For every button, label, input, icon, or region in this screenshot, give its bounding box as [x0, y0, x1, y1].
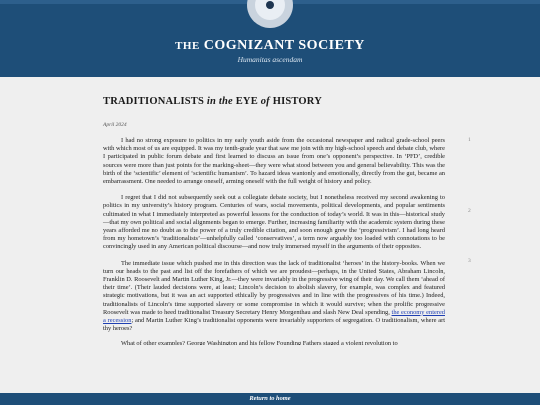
site-title-main: COGNIZANT SOCIETY: [203, 38, 365, 53]
article-title: [103, 96, 445, 107]
paragraph-number: 2: [468, 208, 471, 214]
logo-ring: [255, 0, 285, 20]
article-date: April 2024: [103, 122, 127, 128]
title-part: TRADITIONALISTS: [103, 96, 205, 107]
title-part: HISTORY: [272, 96, 322, 107]
paragraph-3-text-a: The immediate issue which pushed me in this direction was the lack of traditionalist ‘heroes’ in the history-books. When we turn our heads to the past and list off the forefathers of which we are proudest—perhaps, in the United States, Abraham Lincoln, Franklin D. Roosevelt and Martin Luther King, Jr.—they were invariably in the progressive wing of their day. We call them ‘ahead of their time’. (Their lauded decisions were, at least; Lincoln’s decision to abolish slavery, for example, was complex and featured strategic motivations, but it was an act supported ethically by progressives and in line with the progressives of his time.) Indeed, traditionalists of Lincoln’s time supported slavery or some compromise in which it would survive; when the prolific progressive Roosevelt was made to heed traditionalist Treasury Secretary Henry Morgenthau and slash New Deal spending,: [103, 259, 445, 316]
paragraph-number: 1: [468, 137, 471, 143]
article: [103, 96, 445, 345]
paragraph-3: [103, 260, 445, 334]
paragraph-number: 3: [468, 258, 471, 264]
paragraph-4-clip: [103, 333, 445, 345]
title-part: EYE: [235, 96, 258, 107]
title-part: of: [260, 96, 270, 107]
recession-link[interactable]: the economy entered a recession: [103, 308, 445, 325]
paragraph-3-text-b: ; and Martin Luther King’s traditionalist opponents were invariably supporters of segregation. O traditionalism, where art thy heroes?: [103, 317, 446, 333]
title-part: in the: [206, 96, 233, 107]
logo-center-dot: [266, 1, 274, 9]
site-title-prefix: THE: [175, 40, 200, 52]
site-title[interactable]: [0, 38, 540, 54]
paragraph-2: I regret that I did not subsequently seek out a collegiate debate society, but I nonetheless received my second awakening to politics in my university’s history program. Centuries of wars, social movements, political developments, and popular sentiments cultimated in what I immediately interpreted as powerful lessons for the conduction of today’s world. It was in this—historical study—that my own political and social alignments began to emerge. Further, increasing familiarity with the academic system during these years afforded me no doubt as to the power of a truly credible citation, and soon enough grew the ‘progressivism’. I had long heard from my hometown’s ‘traditionalists’—unhelpfully called ‘conservatives’, a term now arguably too loaded with connotations to be convincingly used in any American political discourse—and now truly immersed myself in the arguments of their opposites.: [103, 194, 445, 251]
return-home-link[interactable]: Return to home: [0, 393, 540, 405]
paragraph-1: I had no strong exposure to politics in my early youth aside from the occasional newspaper and radical grade-school peers with which most of us are equipped. It was my tenth-grade year that saw me join with my high-school speech and debate club, where I participated in public forum debate and first learned to discuss an issue from one’s opponent’s perspective. In ‘PFD’, credible sources were more than just points for the marking-sheet—they were what stood between you and general believability. This was the birth of the ‘scientific’ element of ‘scientific humanism’. To hazard ideas wantonly and emotionally, directly from the gut, became an embarrassment. One needed to arrange oneself, arming oneself with the full weight of history and policy.: [103, 137, 445, 186]
site-motto: Humanitas ascendam: [237, 55, 303, 64]
paragraph-4: What of other examples? George Washington and his fellow Founding Fathers staged a violent revolution to: [121, 340, 398, 346]
